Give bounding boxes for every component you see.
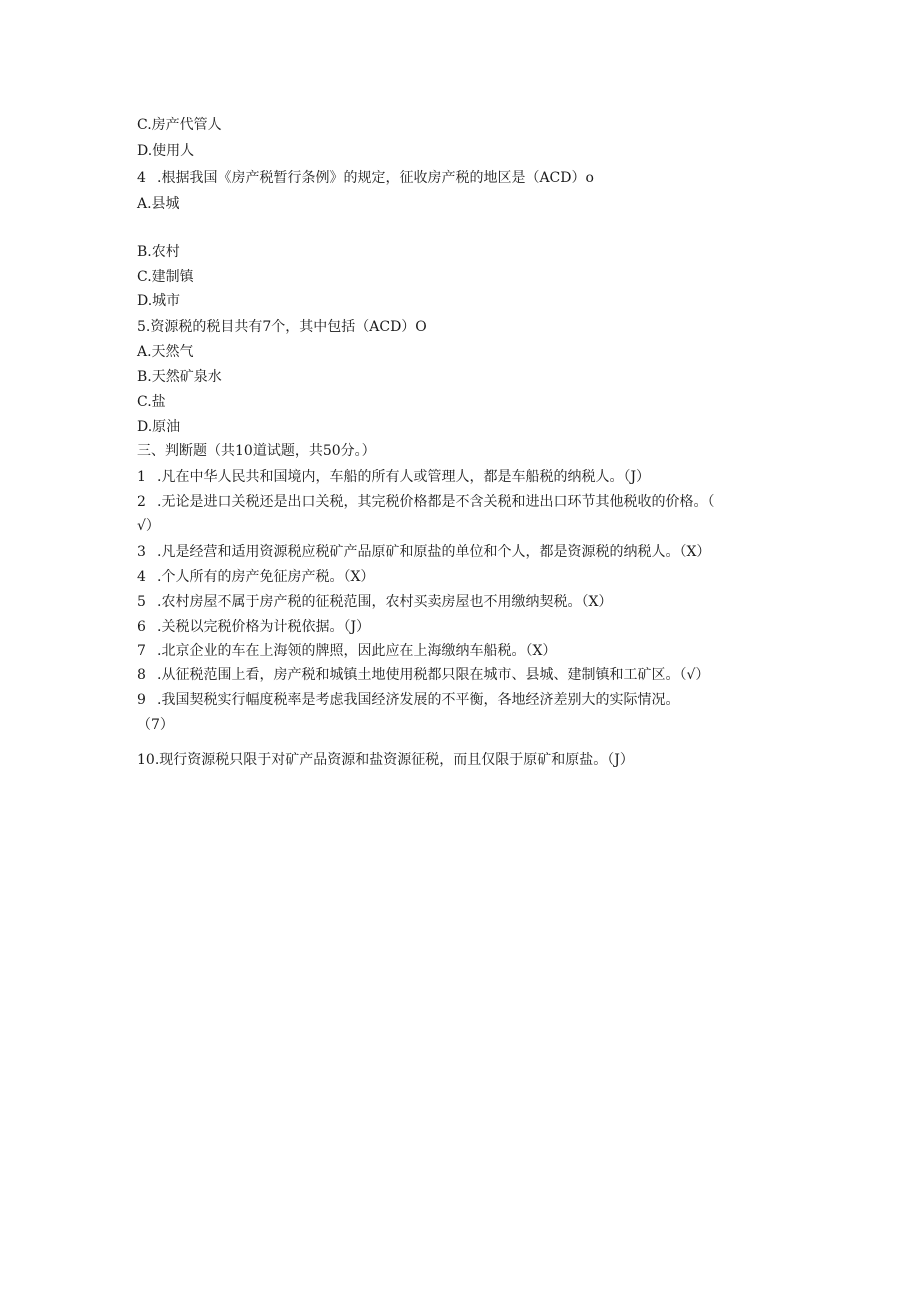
line-text: √）: [137, 518, 160, 534]
option-d-line: [137, 292, 180, 310]
line-number: 2: [137, 494, 146, 510]
line-text: .关税以完税价格为计税依据。（J）: [157, 619, 371, 635]
judgment-9-continuation: [137, 716, 174, 734]
option-a-line: [137, 195, 180, 213]
line-number: 1: [137, 469, 146, 485]
line-text: .凡在中华人民共和国境内，车船的所有人或管理人，都是车船税的纳税人。（J）: [157, 469, 651, 485]
line-number: 6: [137, 619, 146, 635]
line-text: C.建制镇: [137, 269, 194, 285]
line-text: .无论是进口关税还是出口关税，其完税价格都是不含关税和进出口环节其他税收的价格。（: [157, 494, 715, 510]
line-number: 8: [137, 667, 146, 683]
option-a-line: [137, 343, 194, 361]
judgment-2-line: [137, 493, 714, 511]
line-text: B.天然矿泉水: [137, 369, 222, 385]
question-4-line: [137, 169, 594, 187]
option-b-line: [137, 368, 222, 386]
line-text: 三、判断题（共10道试题，共50分。）: [137, 443, 376, 459]
line-text: C.盐: [137, 394, 166, 410]
line-number: 7: [137, 643, 146, 659]
option-c-line: [137, 116, 222, 134]
judgment-1-line: [137, 468, 650, 486]
judgment-9-line: [137, 691, 679, 709]
line-text: D.城市: [137, 293, 181, 309]
judgment-7-line: [137, 642, 556, 660]
judgment-10-line: [137, 751, 634, 769]
line-number: 4: [137, 569, 146, 585]
judgment-6-line: [137, 618, 370, 636]
line-text: B.农村: [137, 244, 180, 260]
line-number: 4: [137, 170, 146, 186]
line-text: .北京企业的车在上海领的牌照，因此应在上海缴纳车船税。（X）: [157, 643, 557, 659]
line-text: D.原油: [137, 419, 181, 435]
line-text: C.房产代管人: [137, 117, 222, 133]
judgment-4-line: [137, 568, 374, 586]
line-text: .从征税范围上看，房产税和城镇土地使用税都只限在城市、县城、建制镇和工矿区。（√）: [157, 667, 710, 683]
judgment-2-continuation: [137, 517, 160, 535]
judgment-5-line: [137, 593, 612, 611]
option-d-line: [137, 418, 180, 436]
line-text: 10.现行资源税只限于对矿产品资源和盐资源征税，而且仅限于原矿和原盐。（J）: [137, 752, 634, 768]
question-5-line: [137, 318, 427, 336]
line-text: .凡是经营和适用资源税应税矿产品原矿和原盐的单位和个人，都是资源税的纳税人。（X）: [157, 544, 711, 560]
line-text: （7）: [137, 717, 174, 733]
option-d-line: [137, 142, 194, 160]
line-text: .农村房屋不属于房产税的征税范围，农村买卖房屋也不用缴纳契税。（X）: [157, 594, 613, 610]
section-heading: [137, 442, 376, 460]
line-number: 5: [137, 594, 146, 610]
judgment-3-line: [137, 543, 710, 561]
option-c-line: [137, 268, 194, 286]
line-text: D.使用人: [137, 143, 195, 159]
option-c-line: [137, 393, 166, 411]
line-text: A.县城: [137, 196, 180, 212]
line-text: 5.资源税的税目共有7个，其中包括（ACD）O: [137, 319, 427, 335]
line-number: 9: [137, 692, 146, 708]
line-number: 3: [137, 544, 146, 560]
line-text: .根据我国《房产税暂行条例》的规定，征收房产税的地区是（ACD）o: [157, 170, 594, 186]
line-text: .我国契税实行幅度税率是考虑我国经济发展的不平衡，各地经济差别大的实际情况。: [157, 692, 680, 708]
line-text: .个人所有的房产免征房产税。（X）: [157, 569, 375, 585]
line-text: A.天然气: [137, 344, 194, 360]
judgment-8-line: [137, 666, 709, 684]
option-b-line: [137, 243, 180, 261]
